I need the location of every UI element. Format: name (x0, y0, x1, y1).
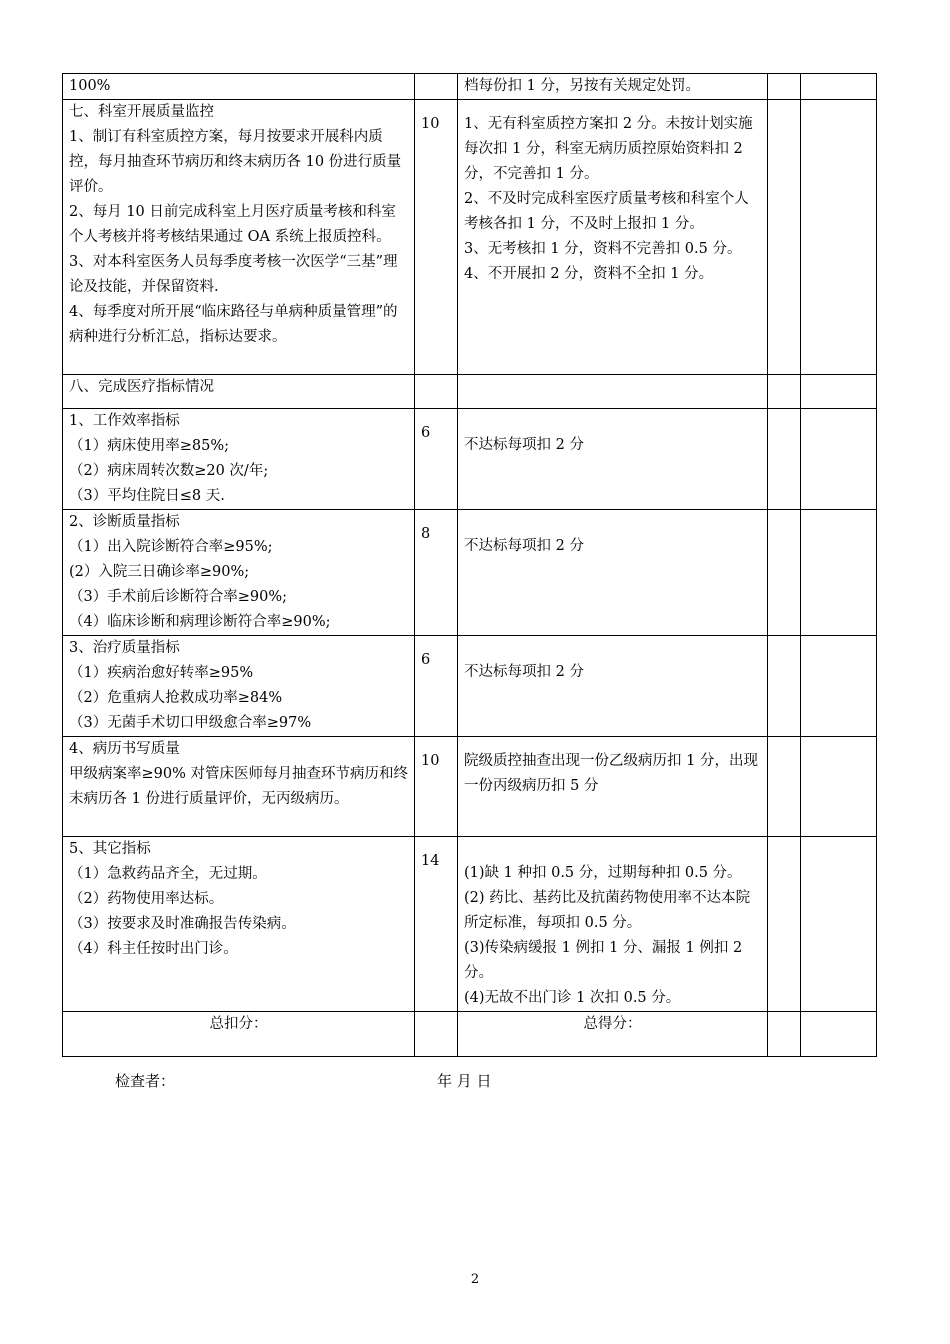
criteria-line: 100% (69, 78, 111, 94)
page-number: 2 (470, 1272, 480, 1287)
score-extra-cell (768, 409, 801, 510)
criteria-line: 2、每月 10 日前完成科室上月医疗质量考核和科室个人考核并将考核结果通过 OA 系统上报质控科。 (69, 204, 396, 245)
criteria-cell (63, 837, 415, 1012)
criteria-cell (63, 100, 415, 375)
points-cell: 8 (415, 510, 458, 636)
criteria-cell (63, 510, 415, 636)
criteria-line: 3、对本科室医务人员每季度考核一次医学“三基”理论及技能，并保留资料. (69, 254, 398, 295)
criteria-line: 4、病历书写质量 (69, 741, 180, 757)
deduction-line: 不达标每项扣 2 分 (464, 538, 584, 554)
inspector-label: 检查者： (115, 1072, 176, 1090)
score-extra-cell (768, 100, 801, 375)
deduction-cell (458, 636, 768, 737)
table-row (63, 375, 877, 409)
points-cell: 6 (415, 636, 458, 737)
deduction-line: (3)传染病缓报 1 例扣 1 分、漏报 1 例扣 2 分。 (464, 940, 743, 981)
deduction-cell (458, 837, 768, 1012)
date-label: 年 月 日 (437, 1072, 492, 1090)
deduction-line: 4、不开展扣 2 分，资料不全扣 1 分。 (464, 266, 714, 282)
criteria-line: 2、诊断质量指标 (69, 514, 180, 530)
score-extra-cell (768, 837, 801, 1012)
total-deduction-value (415, 1012, 458, 1057)
score-cell (801, 375, 877, 409)
deduction-line: 3、无考核扣 1 分，资料不完善扣 0.5 分。 (464, 241, 742, 257)
criteria-line: 甲级病案率≥90% 对管床医师每月抽查环节病历和终末病历各 1 份进行质量评价，无丙级病历。 (69, 766, 408, 807)
criteria-line: (2）入院三日确诊率≥90%; (69, 564, 250, 580)
total-extra-cell (768, 1012, 801, 1057)
criteria-line: （1）疾病治愈好转率≥95% (69, 665, 254, 681)
deduction-line: 1、无有科室质控方案扣 2 分。未按计划实施每次扣 1 分，科室无病历质控原始资料扣 2 分，不完善扣 1 分。 (464, 116, 753, 182)
criteria-line: 3、治疗质量指标 (69, 640, 180, 656)
deduction-cell (458, 375, 768, 409)
table-row (63, 100, 877, 375)
criteria-line: （4）临床诊断和病理诊断符合率≥90%; (69, 614, 331, 630)
score-cell (801, 100, 877, 375)
total-deduction-label: 总扣分： (63, 1012, 415, 1057)
criteria-line: 七、科室开展质量监控 (69, 104, 214, 120)
criteria-line: （1）病床使用率≥85%; (69, 438, 229, 454)
total-score-label: 总得分： (458, 1012, 768, 1057)
score-cell (801, 510, 877, 636)
table-row (63, 74, 877, 100)
criteria-line: （1）急救药品齐全，无过期。 (69, 866, 267, 882)
evaluation-table (62, 73, 877, 1057)
criteria-line: （3）平均住院日≤8 天. (69, 488, 225, 504)
points-cell: 14 (415, 837, 458, 1012)
criteria-cell (63, 74, 415, 100)
score-extra-cell (768, 375, 801, 409)
points-cell: 10 (415, 100, 458, 375)
criteria-line: 1、制订有科室质控方案，每月按要求开展科内质控，每月抽查环节病历和终末病历各 10 份进行质量评价。 (69, 129, 402, 195)
criteria-line: （4）科主任按时出门诊。 (69, 941, 238, 957)
deduction-cell (458, 74, 768, 100)
deduction-line: 不达标每项扣 2 分 (464, 664, 584, 680)
table-row (63, 837, 877, 1012)
deduction-line: (1)缺 1 种扣 0.5 分，过期每种扣 0.5 分。 (464, 865, 742, 881)
criteria-line: 八、完成医疗指标情况 (69, 379, 214, 395)
points-cell: 6 (415, 409, 458, 510)
deduction-cell (458, 100, 768, 375)
score-extra-cell (768, 74, 801, 100)
criteria-line: 1、工作效率指标 (69, 413, 180, 429)
criteria-line: （1）出入院诊断符合率≥95%; (69, 539, 273, 555)
deduction-line: 院级质控抽查出现一份乙级病历扣 1 分，出现一份丙级病历扣 5 分 (464, 753, 758, 794)
criteria-cell (63, 375, 415, 409)
total-score-value (801, 1012, 877, 1057)
score-cell (801, 409, 877, 510)
deduction-line: 档每份扣 1 分，另按有关规定处罚。 (464, 78, 700, 94)
score-cell (801, 737, 877, 837)
criteria-line: （3）无菌手术切口甲级愈合率≥97% (69, 715, 312, 731)
total-row (63, 1012, 877, 1057)
score-extra-cell (768, 510, 801, 636)
points-cell (415, 74, 458, 100)
table-row (63, 737, 877, 837)
table-row (63, 636, 877, 737)
criteria-cell (63, 636, 415, 737)
score-extra-cell (768, 737, 801, 837)
deduction-cell (458, 737, 768, 837)
table-row (63, 409, 877, 510)
criteria-line: （2）危重病人抢救成功率≥84% (69, 690, 283, 706)
criteria-line: （3）手术前后诊断符合率≥90%; (69, 589, 287, 605)
score-cell (801, 74, 877, 100)
deduction-line: (2) 药比、基药比及抗菌药物使用率不达本院所定标准，每项扣 0.5 分。 (464, 890, 751, 931)
criteria-line: （2）病床周转次数≥20 次/年; (69, 463, 269, 479)
score-extra-cell (768, 636, 801, 737)
table-row (63, 510, 877, 636)
points-cell: 10 (415, 737, 458, 837)
score-cell (801, 636, 877, 737)
criteria-line: （3）按要求及时准确报告传染病。 (69, 916, 296, 932)
criteria-cell (63, 737, 415, 837)
criteria-cell (63, 409, 415, 510)
score-cell (801, 837, 877, 1012)
criteria-line: 4、每季度对所开展“临床路径与单病种质量管理”的病种进行分析汇总，指标达要求。 (69, 304, 398, 345)
points-cell (415, 375, 458, 409)
deduction-line: 不达标每项扣 2 分 (464, 437, 584, 453)
deduction-line: 2、不及时完成科室医疗质量考核和科室个人考核各扣 1 分，不及时上报扣 1 分。 (464, 191, 749, 232)
criteria-line: （2）药物使用率达标。 (69, 891, 224, 907)
deduction-line: (4)无故不出门诊 1 次扣 0.5 分。 (464, 990, 681, 1006)
deduction-cell (458, 409, 768, 510)
criteria-line: 5、其它指标 (69, 841, 151, 857)
deduction-cell (458, 510, 768, 636)
